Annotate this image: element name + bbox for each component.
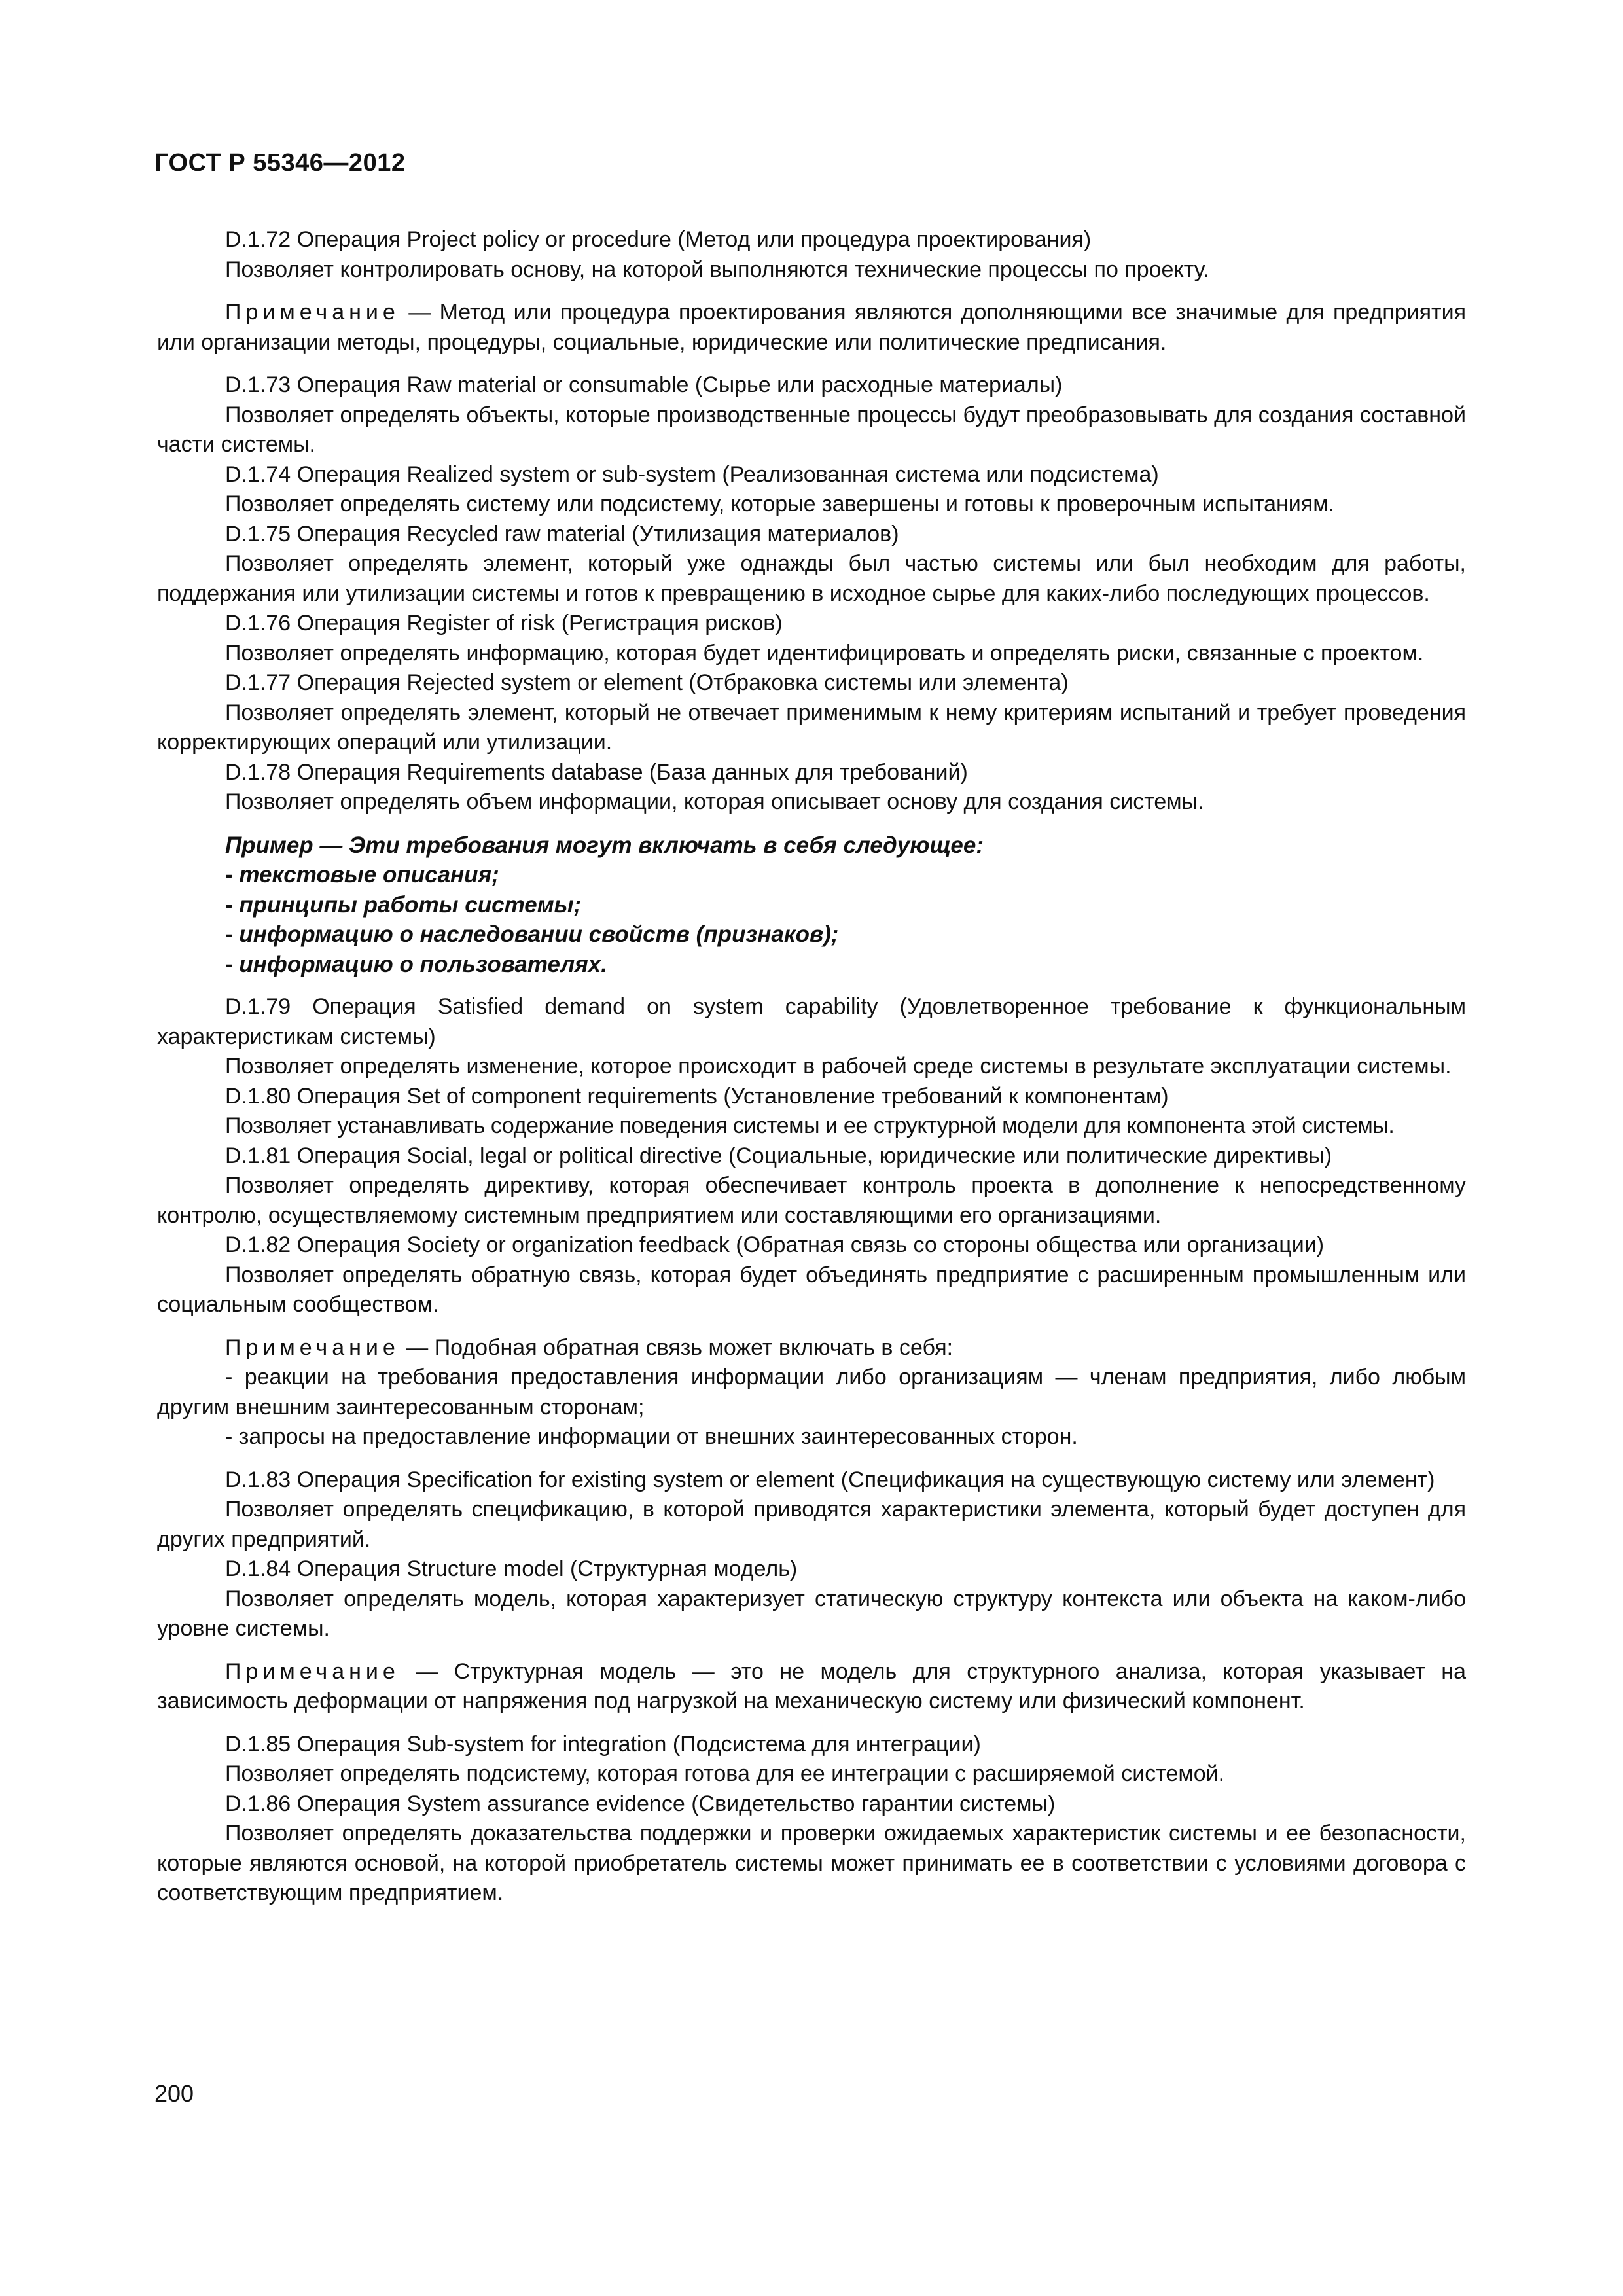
note-3	[157, 1657, 1466, 1717]
entry-title-d182: D.1.82 Операция Society or organization feedback (Обратная связь со стороны общества или организации)	[225, 1232, 1325, 1257]
page-header	[154, 149, 405, 177]
note-2-item: - запросы на предоставление информации от внешних заинтересованных сторон.	[225, 1424, 1078, 1449]
example-item: - текстовые описания;	[225, 862, 499, 888]
entry-desc-d175: Позволяет определять элемент, который уже однажды был частью системы или был необходим для работы, поддержания или утилизации системы и готов к превращению в исходное сырье для каких-либо последующих процессов.	[157, 551, 1466, 606]
entry-desc-d177: Позволяет определять элемент, который не отвечает применимым к нему критериям испытаний и требует проведения корректирующих операций или утилизации.	[157, 700, 1466, 755]
entry-title-d178: D.1.78 Операция Requirements database (База данных для требований)	[225, 759, 968, 785]
entry-title-d173: D.1.73 Операция Raw material or consumable (Сырье или расходные материалы)	[225, 372, 1063, 397]
example-item: - информацию о пользователях.	[225, 951, 607, 977]
note-label: Примечание	[225, 1659, 400, 1684]
note-2-intro	[157, 1333, 1466, 1363]
document-body	[157, 225, 1466, 1909]
entry-desc-d179: Позволяет определять изменение, которое происходит в рабочей среде системы в результате эксплуатации системы.	[225, 1054, 1452, 1079]
entry-title-d184: D.1.84 Операция Structure model (Структурная модель)	[225, 1556, 798, 1581]
entry-title-d183: D.1.83 Операция Specification for existing system or element (Спецификация на существующую систему или элемент)	[225, 1467, 1435, 1492]
note-label: Примечание	[225, 1335, 400, 1360]
entry-title-d177: D.1.77 Операция Rejected system or element (Отбраковка системы или элемента)	[225, 670, 1069, 695]
entry-desc-d176: Позволяет определять информацию, которая будет идентифицировать и определять риски, связанные с проектом.	[225, 640, 1424, 666]
entry-title-d186: D.1.86 Операция System assurance evidence (Свидетельство гарантии системы)	[225, 1791, 1056, 1816]
entry-desc-d172: Позволяет контролировать основу, на которой выполняются технические процессы по проекту.	[225, 257, 1209, 282]
entry-title-d185: D.1.85 Операция Sub-system for integration (Подсистема для интеграции)	[225, 1731, 981, 1757]
entry-desc-d180: Позволяет устанавливать содержание поведения системы и ее структурной модели для компонента этой системы.	[225, 1113, 1395, 1138]
example-block	[157, 831, 1466, 980]
note-label: Примечание	[225, 300, 400, 325]
note-2	[157, 1333, 1466, 1452]
standard-code: ГОСТ Р 55346—2012	[154, 149, 406, 177]
entry-title-d180: D.1.80 Операция Set of component requirements (Установление требований к компонентам)	[225, 1083, 1169, 1109]
entry-title-d179: D.1.79 Операция Satisfied demand on system capability (Удовлетворенное требование к функциональным характеристикам системы)	[157, 994, 1466, 1049]
entry-title-d176: D.1.76 Операция Register of risk (Регистрация рисков)	[225, 611, 783, 636]
example-item: - принципы работы системы;	[225, 891, 582, 918]
entry-title-d175: D.1.75 Операция Recycled raw material (Утилизация материалов)	[225, 521, 899, 547]
note-1	[157, 298, 1466, 357]
entry-desc-d178: Позволяет определять объем информации, которая описывает основу для создания системы.	[225, 789, 1204, 814]
entry-desc-d182: Позволяет определять обратную связь, которая будет объединять предприятие с расширенным промышленным или социальным сообществом.	[157, 1262, 1466, 1317]
note-2-text: — Подобная обратная связь может включать в себя:	[406, 1335, 954, 1360]
entry-title-d181: D.1.81 Операция Social, legal or political directive (Социальные, юридические или политические директивы)	[225, 1143, 1332, 1168]
note-3-text: — Структурная модель — это не модель для структурного анализа, которая указывает на зависимость деформации от напряжения под нагрузкой на механическую систему или физический компонент.	[157, 1659, 1466, 1713]
note-1-text: — Метод или процедура проектирования являются дополняющими все значимые для предприятия или организации методы, процедуры, социальные, юридические или политические предписания.	[157, 300, 1466, 355]
example-item: - информацию о наследовании свойств (признаков);	[225, 922, 839, 947]
note-2-item: - реакции на требования предоставления информации либо организациям — членам предприятия, либо любым другим внешним заинтересованным сторонам;	[157, 1365, 1466, 1420]
example-intro: Пример — Эти требования могут включать в себя следующее:	[225, 832, 984, 858]
entry-desc-d186: Позволяет определять доказательства поддержки и проверки ожидаемых характеристик системы и ее безопасности, которые являются основой, на которой приобретатель системы может принимать ее в соответствии с условиями договора с соответствующим предприятием.	[157, 1821, 1466, 1905]
entry-desc-d181: Позволяет определять директиву, которая обеспечивает контроль проекта в дополнение к непосредственному контролю, осуществляемому системным предприятием или составляющими его организациями.	[157, 1173, 1466, 1228]
page-number: 200	[154, 2080, 194, 2107]
entry-desc-d173: Позволяет определять объекты, которые производственные процессы будут преобразовывать для создания составной части системы.	[157, 402, 1466, 457]
entry-title-d174: D.1.74 Операция Realized system or sub-system (Реализованная система или подсистема)	[225, 461, 1159, 487]
entry-desc-d185: Позволяет определять подсистему, которая готова для ее интеграции с расширяемой системой.	[225, 1761, 1225, 1786]
entry-desc-d183: Позволяет определять спецификацию, в которой приводятся характеристики элемента, который будет доступен для других предприятий.	[157, 1497, 1466, 1552]
entry-desc-d174: Позволяет определять систему или подсистему, которые завершены и готовы к проверочным испытаниям.	[225, 492, 1335, 516]
entry-desc-d184: Позволяет определять модель, которая характеризует статическую структуру контекста или объекта на каком-либо уровне системы.	[157, 1586, 1466, 1641]
entry-title-d172: D.1.72 Операция Project policy or procedure (Метод или процедура проектирования)	[225, 227, 1092, 252]
